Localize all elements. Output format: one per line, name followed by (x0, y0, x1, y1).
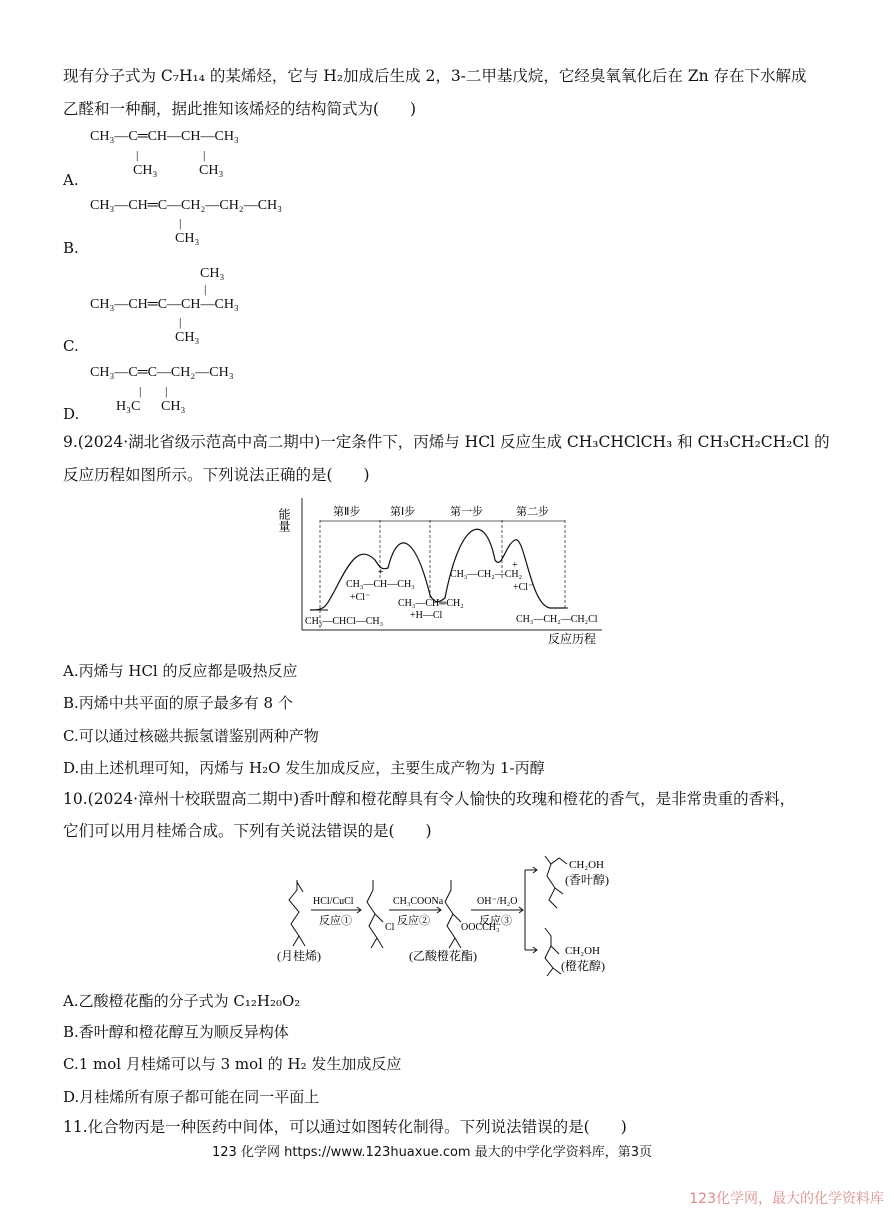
q8-a-sub2: CH₃ (199, 163, 224, 178)
charge-plus-2: + (512, 560, 518, 571)
neryl-acetate-name: (乙酸橙花酯) (409, 949, 477, 963)
q8-d-bond1: | (139, 384, 142, 398)
q8-d-sub1: H₃C (116, 399, 141, 414)
species-propene: CH₃—CH═CH₂ (398, 598, 464, 609)
q8-option-c-label: C. (63, 337, 79, 355)
reagent-3: OH⁻/H₂O (477, 896, 518, 907)
q8-d-formula: CH₃—C═C—CH₂—CH₃ (90, 365, 234, 380)
q8-stem-line1: 现有分子式为 C₇H₁₄ 的某烯烃，它与 H₂加成后生成 2，3-二甲基戊烷，它经臭氧氧化后在 Zn 存在下水解成 (63, 67, 807, 85)
q8-stem-line2: 乙醛和一种酮，据此推知该烯烃的结构简式为( ) (63, 100, 417, 118)
step-label-2: 第Ⅱ步 (333, 506, 361, 518)
x-axis-label: 反应历程 (548, 632, 597, 646)
q8-d-bond2: | (165, 384, 168, 398)
q9-option-a: A.丙烯与 HCl 的反应都是吸热反应 (63, 662, 298, 680)
species-carbocation-1: CH₃—CH₂—CH₂ (450, 569, 523, 580)
reagent-2: CH₃COONa (393, 896, 444, 907)
q9-stem-line1: 9.(2024·湖北省级示范高中高二期中)一定条件下，丙烯与 HCl 反应生成 CH₃CHClCH₃ 和 CH₃CH₂CH₂Cl 的 (63, 433, 830, 451)
q8-c-sub1: CH₃ (175, 330, 200, 345)
geraniol-oh: CH₂OH (569, 859, 605, 871)
q8-c-top: CH₃ (200, 266, 225, 281)
energy-diagram (277, 490, 620, 650)
q8-a-bond2: | (203, 148, 206, 162)
q10-stem-line1: 10.(2024·漳州十校联盟高二期中)香叶醇和橙花醇具有令人愉快的玫瑰和橙花的香气，是非常贵重的香料， (63, 790, 796, 808)
reaction-1-label: 反应① (319, 915, 352, 927)
q10-option-c: C.1 mol 月桂烯可以与 3 mol 的 H₂ 发生加成反应 (63, 1055, 402, 1073)
q9-option-d: D.由上述机理可知，丙烯与 H₂O 发生加成反应，主要生成产物为 1-丙醇 (63, 759, 545, 777)
nerol-oh: CH₂OH (565, 945, 601, 957)
acetate-group: OOCCH₃ (461, 922, 500, 933)
q8-c-bond: | (179, 315, 182, 329)
q8-option-a-label: A. (63, 171, 79, 189)
page-footer: 123 化学网 https://www.123huaxue.com 最大的中学化学资料库，第3页 (212, 1145, 653, 1160)
q8-d-sub2: CH₃ (161, 399, 186, 414)
q8-a-sub1: CH₃ (133, 163, 158, 178)
myrcene-name: (月桂烯) (277, 949, 321, 963)
q8-b-bond: | (179, 216, 182, 230)
q9-option-c: C.可以通过核磁共振氢谱鉴别两种产物 (63, 727, 319, 745)
species-plus-cl-1: +Cl⁻ (350, 592, 371, 603)
reaction-2-label: 反应② (397, 915, 430, 927)
species-ch3ch2ch2cl: CH₃—CH₂—CH₂Cl (516, 614, 598, 625)
reagent-1: HCl/CuCl (313, 896, 354, 907)
step-label-1: 第Ⅰ步 (390, 506, 416, 518)
q10-option-a: A.乙酸橙花酯的分子式为 C₁₂H₂₀O₂ (63, 992, 301, 1010)
y-axis-label: 能量 (277, 508, 291, 532)
q8-a-formula: CH₃—C═CH—CH—CH₃ (90, 129, 239, 144)
q8-b-sub1: CH₃ (175, 231, 200, 246)
species-carbocation-2: CH₃—CH—CH₃ (346, 579, 415, 590)
q8-c-formula: CH₃—CH═C—CH—CH₃ (90, 297, 239, 312)
q9-option-b: B.丙烯中共平面的原子最多有 8 个 (63, 694, 293, 712)
watermark: 123化学网，最大的化学资料库 (689, 1191, 884, 1207)
synthesis-scheme (275, 850, 635, 980)
species-ch3chclch3: CH₃—CHCl—CH₃ (305, 616, 384, 627)
reaction-3-label: 反应③ (479, 915, 512, 927)
geraniol-name: (香叶醇) (565, 873, 609, 887)
nerol-name: (橙花醇) (561, 959, 605, 973)
q8-option-b-label: B. (63, 239, 79, 257)
q10-stem-line2: 它们可以用月桂烯合成。下列有关说法错误的是( ) (63, 822, 432, 840)
q11-stem: 11.化合物丙是一种医药中间体，可以通过如图转化制得。下列说法错误的是( ) (63, 1118, 627, 1136)
q9-stem-line2: 反应历程如图所示。下列说法正确的是( ) (63, 466, 370, 484)
q10-option-b: B.香叶醇和橙花醇互为顺反异构体 (63, 1023, 289, 1041)
q8-a-bond: | (136, 148, 139, 162)
q10-option-d: D.月桂烯所有原子都可能在同一平面上 (63, 1088, 320, 1106)
q8-b-formula: CH₃—CH═C—CH₂—CH₂—CH₃ (90, 198, 283, 213)
step-label-second: 第二步 (516, 506, 549, 518)
q8-option-d-label: D. (63, 405, 80, 423)
species-plus-cl-2: +Cl⁻ (513, 582, 534, 593)
species-hcl: +H—Cl (410, 610, 443, 621)
q8-c-bond-top: | (204, 282, 207, 296)
chloride-cl: Cl (385, 922, 395, 933)
charge-plus-1: + (378, 567, 384, 578)
step-label-first: 第一步 (450, 506, 483, 518)
